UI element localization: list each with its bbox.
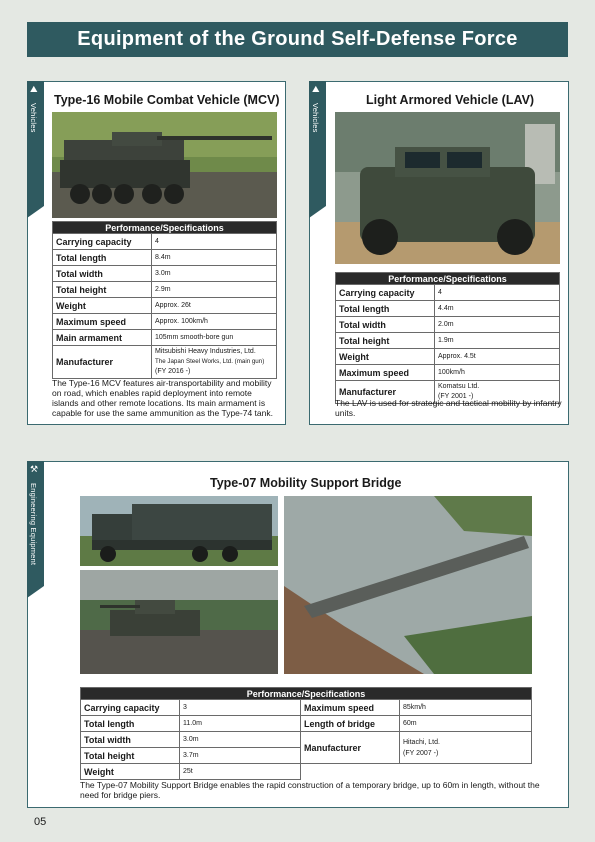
bridge-tank-photo [80,570,278,674]
tab-label: Vehicles [311,103,320,133]
spec-row: Total height 3.7m [81,748,532,764]
spec-row: Carrying capacity 4 [336,285,560,301]
spec-header: Performance/Specifications [53,222,277,234]
engineering-tab [27,461,44,586]
bridge-river-photo [284,496,532,674]
spec-row: Weight Approx. 26t [53,298,277,314]
mcv-title: Type-16 Mobile Combat Vehicle (MCV) [54,93,280,107]
mcv-card [27,81,286,425]
spec-row: Main armament 105mm smooth-bore gun [53,330,277,346]
spec-row: Weight Approx. 4.5t [336,349,560,365]
mcv-description: The Type-16 MCV features air-transportability and mobility on road, which enables rapid deployment into remote islands and other remote locations. Its main armament is capable for use the same ammunition as the Type-74 tank. [52,378,273,418]
bridge-truck-photo [80,496,278,566]
spec-row: Total height 2.9m [53,282,277,298]
spec-row-manufacturer: Manufacturer Mitsubishi Heavy Industries, Ltd. The Japan Steel Works, Ltd. (main gun) (FY 2016 -) [53,346,277,379]
mcv-spec-table [52,221,277,379]
spec-row: Total length 11.0m Length of bridge 60m [81,716,532,732]
tab-label: Engineering Equipment [29,483,38,566]
page-title-banner [27,22,568,57]
spec-row: Maximum speed 100km/h [336,365,560,381]
spec-row: Total width 2.0m [336,317,560,333]
spec-row: Carrying capacity 4 [53,234,277,250]
lav-photo [335,112,560,264]
spec-row: Weight 25t [81,764,532,780]
spec-row: Total height 1.9m [336,333,560,349]
spec-row: Carrying capacity 3 Maximum speed 85km/h [81,700,532,716]
spec-row: Maximum speed Approx. 100km/h [53,314,277,330]
spec-header: Performance/Specifications [81,688,532,700]
mcv-photo [52,112,277,218]
vehicles-tab [27,81,44,206]
spec-row: Total width 3.0m [53,266,277,282]
bridge-description: The Type-07 Mobility Support Bridge enables the rapid construction of a temporary bridge, up to 60m in length, without the need for bridge piers. [80,780,540,800]
spec-row: Total length 8.4m [53,250,277,266]
spec-header: Performance/Specifications [336,273,560,285]
spec-row: Total length 4.4m [336,301,560,317]
tab-label: Vehicles [29,103,38,133]
lav-title: Light Armored Vehicle (LAV) [366,93,535,107]
vehicles-tab [309,81,326,206]
spec-row: Total width 3.0m Manufacturer Hitachi, Ltd. (FY 2007 -) [81,732,532,748]
vehicle-icon: ⛰ [30,84,38,94]
engineering-icon: ⚒ [30,464,39,474]
spec-row-manufacturer: Manufacturer Komatsu Ltd. (FY 2001 -) [336,381,560,404]
bridge-card [27,461,569,808]
bridge-title: Type-07 Mobility Support Bridge [210,476,402,490]
bridge-spec-table [80,687,532,780]
lav-card [309,81,569,425]
page-number: 05 [34,816,47,828]
lav-spec-table [335,272,560,404]
vehicle-icon: ⛰ [312,84,320,94]
lav-description: The LAV is used for strategic and tactical mobility by infantry units. [335,398,562,418]
page-title: Equipment of the Ground Self-Defense Force [77,28,518,50]
